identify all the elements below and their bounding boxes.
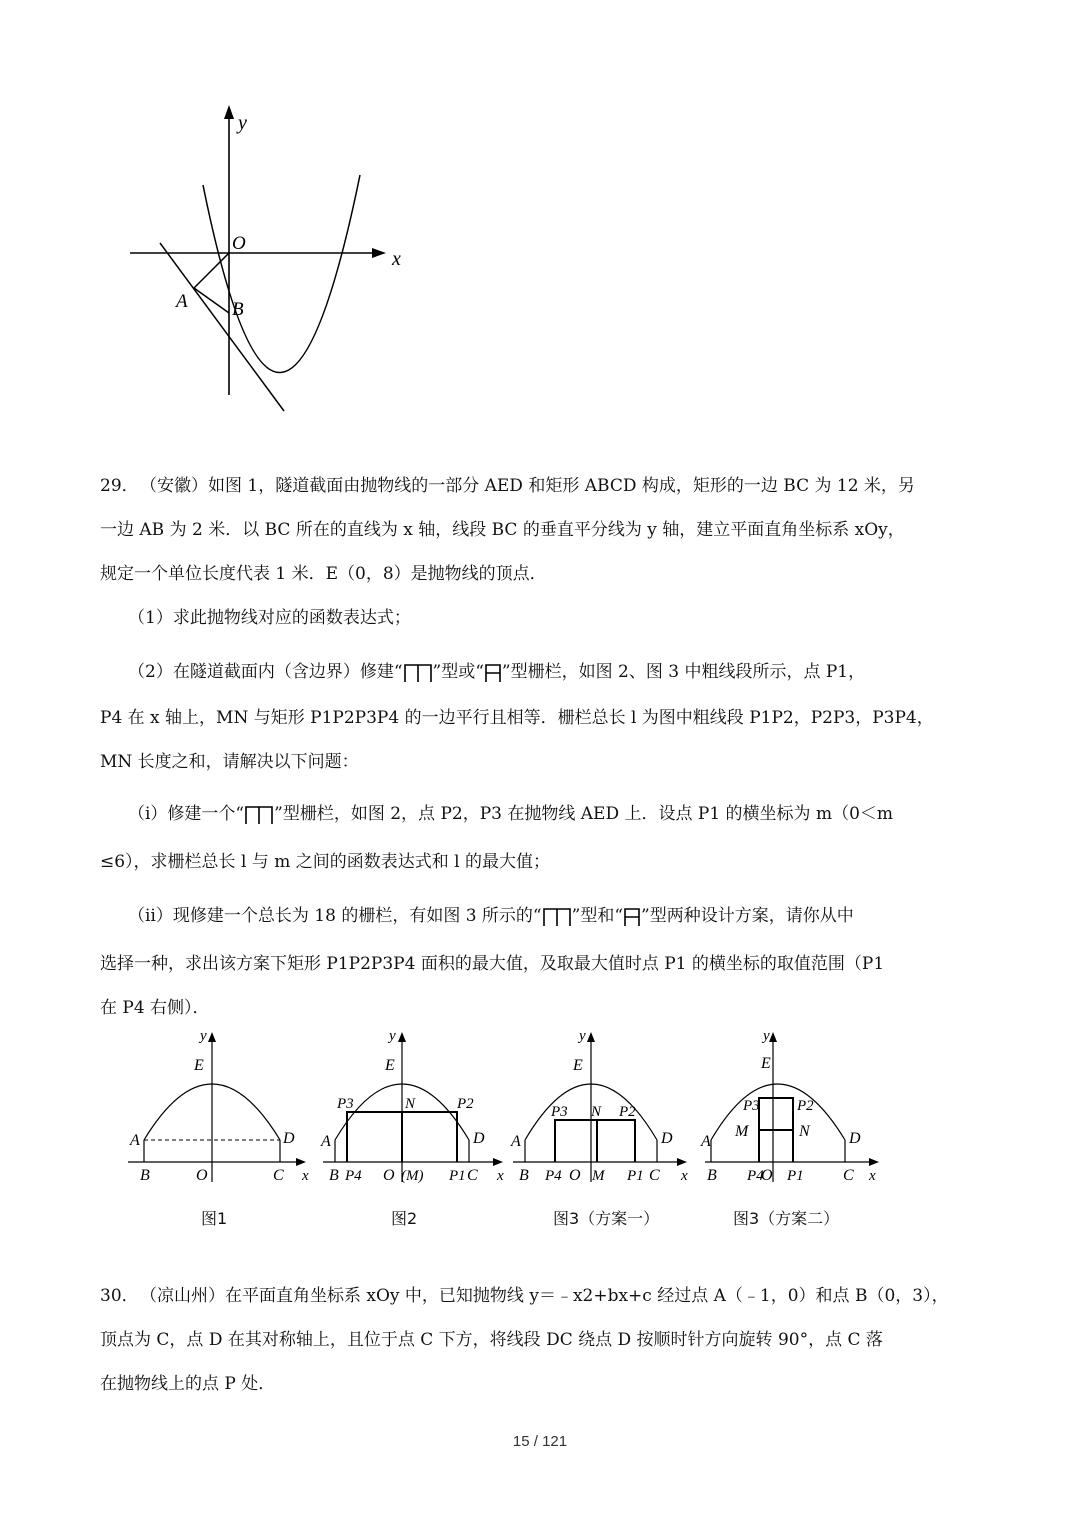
fig3a-label-m: M	[592, 1168, 605, 1184]
y-arrow-icon	[587, 1032, 595, 1042]
fence-type1-icon	[542, 907, 572, 927]
fig3a-label-p1: P1	[627, 1168, 644, 1184]
fig2-label-o: O	[383, 1167, 395, 1184]
fig2-caption: 图2	[391, 1209, 418, 1228]
x-arrow-icon	[296, 1158, 306, 1166]
page-number: 15 / 121	[512, 1433, 568, 1450]
fig2-label-p2: P2	[457, 1096, 474, 1112]
fig3a-label-y: y	[579, 1028, 586, 1044]
fig3a-label-b: B	[519, 1167, 529, 1184]
fig2-label-c: C	[467, 1167, 478, 1184]
fence-type1-icon	[244, 805, 274, 825]
fig3a-label-n: N	[591, 1104, 602, 1120]
point-a-label: A	[176, 291, 188, 312]
x-arrow-icon	[677, 1158, 687, 1166]
fig2-label-y: y	[389, 1028, 396, 1044]
fig1-label-d: D	[283, 1130, 295, 1147]
fig3b-label-x: x	[869, 1168, 876, 1184]
q29-line2: 一边 AB 为 2 米．以 BC 所在的直线为 x 轴，线段 BC 的垂直平分线为 y 轴，建立平面直角坐标系 xOy，	[100, 520, 905, 540]
q29-part-ii-line1	[128, 904, 1008, 928]
q29-part-ii-line3: 在 P4 右侧）．	[100, 998, 210, 1018]
y-arrow-icon	[224, 105, 234, 119]
fig3a-label-x: x	[681, 1168, 688, 1184]
fig3a-label-e: E	[573, 1057, 583, 1074]
segment-ab	[194, 288, 229, 313]
q29-part2-line1	[128, 660, 1008, 684]
fig3b-label-e: E	[761, 1055, 771, 1072]
fig2-label-n: N	[405, 1096, 416, 1112]
fig3b-label-d: D	[849, 1130, 861, 1147]
fig3b-label-c: C	[843, 1167, 854, 1184]
fig1-label-x: x	[302, 1168, 309, 1184]
q30-text-1: （凉山州）在平面直角坐标系 xOy 中，已知抛物线 y＝﹣x2+bx+c 经过点 A（﹣1，0）和点 B（0，3），	[140, 1286, 949, 1306]
q29-part2-line3: MN 长度之和，请解决以下问题：	[100, 752, 359, 772]
top-parabola-figure	[120, 95, 420, 425]
fig2-label-d: D	[473, 1130, 485, 1147]
point-b-label: B	[232, 299, 244, 320]
fig3a-caption: 图3（方案一）	[553, 1209, 660, 1228]
fig3b-label-b: B	[707, 1167, 717, 1184]
part2-pre: （2）在隧道截面内（含边界）修建“	[128, 662, 403, 682]
figure-3-plan-1	[505, 1022, 705, 1192]
fig2-label-a: A	[321, 1133, 331, 1150]
fig1-caption: 图1	[201, 1209, 228, 1228]
y-arrow-icon	[398, 1032, 406, 1042]
fig3b-label-y: y	[763, 1028, 770, 1044]
fig3b-label-n: N	[799, 1123, 810, 1140]
fig3b-caption: 图3（方案二）	[733, 1209, 840, 1228]
fig3a-label-c: C	[649, 1167, 660, 1184]
fig2-label-p4: P4	[345, 1168, 362, 1184]
fig3b-label-o: O	[761, 1167, 773, 1184]
part-i-pre: （ⅰ）修建一个“	[128, 804, 245, 824]
fig3a-label-p2: P2	[619, 1104, 636, 1120]
q29-part-i-line1	[128, 802, 1008, 826]
x-arrow-icon	[372, 248, 386, 258]
part-ii-post: ”型两种设计方案，请你从中	[641, 906, 854, 926]
fence-type2-icon	[623, 907, 641, 927]
fence-type2-icon	[484, 663, 502, 683]
q29-line1	[100, 474, 980, 498]
fig3a-label-p3: P3	[551, 1104, 568, 1120]
part-ii-pre: （ⅱ）现修建一个总长为 18 的栅栏，有如图 3 所示的“	[128, 906, 542, 926]
x-label: x	[392, 248, 401, 270]
figure-2	[315, 1022, 515, 1192]
fig2-label-b: B	[329, 1167, 339, 1184]
fig3a-label-p4: P4	[545, 1168, 562, 1184]
q30-line2: 顶点为 C，点 D 在其对称轴上，且位于点 C 下方，将线段 DC 绕点 D 按顺时针方向旋转 90°，点 C 落	[100, 1330, 883, 1350]
fig1-label-y: y	[200, 1028, 207, 1044]
fig2-label-p1: P1	[449, 1168, 466, 1184]
fig1-label-e: E	[194, 1057, 204, 1074]
fence-type1-icon	[403, 663, 433, 683]
q30-line1	[100, 1284, 980, 1308]
y-label: y	[238, 112, 247, 134]
fig1-label-a: A	[130, 1132, 140, 1149]
fig3b-label-a: A	[701, 1133, 711, 1150]
figure-3-plan-2	[697, 1022, 897, 1192]
fig2-label-m: (M)	[401, 1168, 424, 1184]
fig3b-label-p3: P3	[743, 1098, 760, 1114]
fig3a-label-o: O	[569, 1167, 581, 1184]
q29-part-ii-line2: 选择一种，求出该方案下矩形 P1P2P3P4 面积的最大值，及取最大值时点 P1 的横坐标的取值范围（P1	[100, 954, 885, 974]
q29-part2-line2: P4 在 x 轴上，MN 与矩形 P1P2P3P4 的一边平行且相等．栅栏总长 l 为图中粗线段 P1P2，P2P3，P3P4，	[100, 708, 934, 728]
part2-post: ”型栅栏，如图 2、图 3 中粗线段所示，点 P1，	[501, 662, 866, 682]
q29-line3: 规定一个单位长度代表 1 米．E（0，8）是抛物线的顶点．	[100, 564, 547, 584]
q30-number: 30．	[100, 1286, 139, 1306]
fig1-label-o: O	[196, 1167, 208, 1184]
part2-mid: ”型或“	[432, 662, 484, 682]
x-arrow-icon	[869, 1158, 879, 1166]
fig2-label-e: E	[385, 1057, 395, 1074]
y-arrow-icon	[769, 1032, 777, 1042]
fig3b-label-p2: P2	[797, 1098, 814, 1114]
segment-oa	[194, 253, 229, 288]
q29-number: 29．	[100, 476, 139, 496]
origin-label: O	[232, 233, 246, 254]
figure-1	[120, 1022, 320, 1192]
x-arrow-icon	[493, 1158, 503, 1166]
q29-part-i-line2: ≤6），求栅栏总长 l 与 m 之间的函数表达式和 l 的最大值；	[100, 852, 550, 872]
q29-text-1: （安徽）如图 1，隧道截面由抛物线的一部分 AED 和矩形 ABCD 构成，矩形的一边 BC 为 12 米，另	[140, 476, 915, 496]
q29-part1: （1）求此抛物线对应的函数表达式；	[128, 608, 411, 628]
fig2-label-x: x	[497, 1168, 504, 1184]
fig1-label-c: C	[273, 1167, 284, 1184]
parabola-curve	[203, 175, 360, 373]
fig3b-label-p4: P4	[747, 1168, 764, 1184]
fig3a-label-d: D	[661, 1130, 673, 1147]
fig2-label-p3: P3	[337, 1096, 354, 1112]
q30-line3: 在抛物线上的点 P 处．	[100, 1374, 276, 1394]
part-i-post: ”型栅栏，如图 2，点 P2，P3 在抛物线 AED 上．设点 P1 的横坐标为 m（0＜m	[274, 804, 894, 824]
fig3a-label-a: A	[511, 1133, 521, 1150]
fig3b-label-p1: P1	[787, 1168, 804, 1184]
part-ii-mid: ”型和“	[571, 906, 624, 926]
y-arrow-icon	[208, 1032, 216, 1042]
fig1-label-b: B	[140, 1167, 150, 1184]
fig3b-label-m: M	[735, 1123, 749, 1140]
